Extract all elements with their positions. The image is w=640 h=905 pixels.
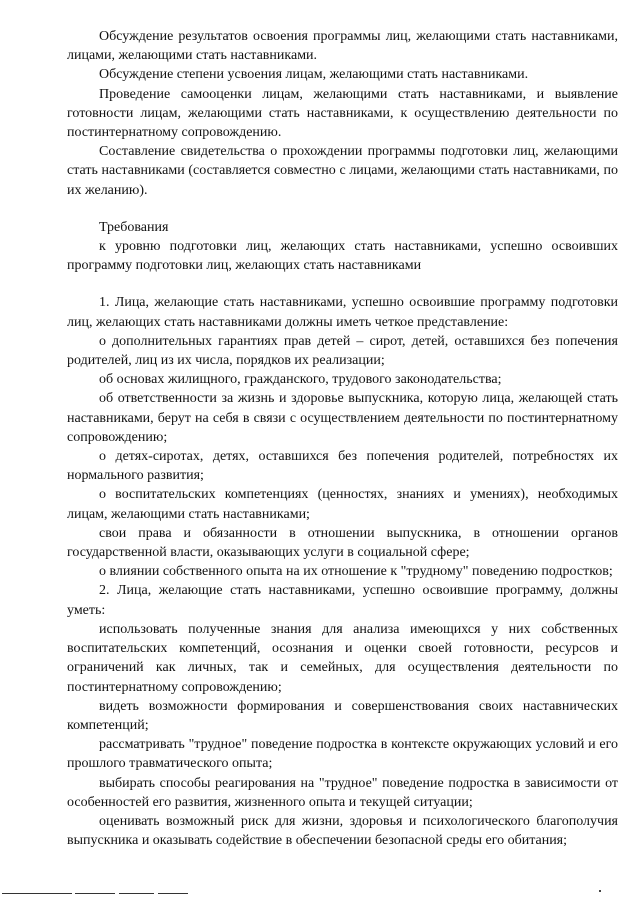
section2-item: выбирать способы реагирования на "трудное" поведение подростка в зависимости от особенностей его развития, жизненного опыта и текущей ситуации; [67,775,618,810]
section2-item: видеть возможности формирования и совершенствования своих наставнических компетенций; [67,698,618,733]
scan-edge-line [2,893,72,894]
section1-item: о дополнительных гарантиях прав детей – сирот, детей, оставшихся без попечения родителей, лиц из их числа, порядков их реализации; [67,333,618,369]
section1-item: свои права и обязанности в отношении выпускника, в отношении органов государственной власти, оказывающих услуги в социальной сфере; [67,525,618,561]
section-heading-subtitle: к уровню подготовки лиц, желающих стать наставниками, успешно освоивших программу подготовки лиц, желающих стать наставниками [67,239,618,274]
section1-item: о влиянии собственного опыта на их отношение к "трудному" поведению подростков; [99,564,613,580]
section2-item: использовать полученные знания для анализа имеющихся у них собственных воспитательских компетенций, осознания и оценки своей готовности, ресурсов и ограничений как личных, так и семейных, для осуществления деятельности по постинтернатному сопровождению; [67,621,618,695]
intro-paragraph: Обсуждение степени усвоения лицам, желающими стать наставниками. [99,67,529,83]
scan-edge-line [158,893,188,894]
scan-speck [599,890,601,892]
section1-lead: 1. Лица, желающие стать наставниками, успешно освоившие программу подготовки лиц, желающих стать наставниками должны иметь четкое представление: [67,295,618,330]
section1-item: об основах жилищного, гражданского, трудового законодательства; [99,372,502,388]
scan-edge-line [75,893,115,894]
spacer [67,200,618,218]
spacer [67,275,618,293]
document-body [67,27,618,850]
intro-paragraph: Обсуждение результатов освоения программы лиц, желающими стать наставниками, лицами, желающими стать наставниками. [67,29,618,64]
intro-paragraph: Составление свидетельства о прохождении программы подготовки лиц, желающими стать наставниками (составляется совместно с лицами, желающими стать наставниками, по их желанию). [67,144,618,198]
section1-item: о воспитательских компетенциях (ценностях, знаниях и умениях), необходимых лицам, желающими стать наставниками; [67,487,618,522]
section2-item: оценивать возможный риск для жизни, здоровья и психологического благополучия выпускника и оказывать содействие в обеспечении безопасной среды его обитания; [67,813,618,849]
intro-paragraph: Проведение самооценки лицам, желающими стать наставниками, и выявление готовности лицам, желающими стать наставниками, к осуществлению деятельности по постинтернатному сопровождению. [67,86,618,141]
scan-edge-line [119,893,154,894]
section1-item: о детях-сиротах, детях, оставшихся без попечения родителей, потребностях их нормального развития; [67,449,618,484]
section1-item: об ответственности за жизнь и здоровье выпускника, которую лица, желающей стать наставниками, берут на себя в связи с осуществлением деятельности по постинтернатному сопровождению; [67,391,618,445]
section2-lead: 2. Лица, желающие стать наставниками, успешно освоившие программу, должны уметь: [67,583,618,618]
section-heading-title: Требования [99,219,169,235]
section2-item: рассматривать "трудное" поведение подростка в контексте окружающих условий и его прошлого травматического опыта; [67,737,618,772]
